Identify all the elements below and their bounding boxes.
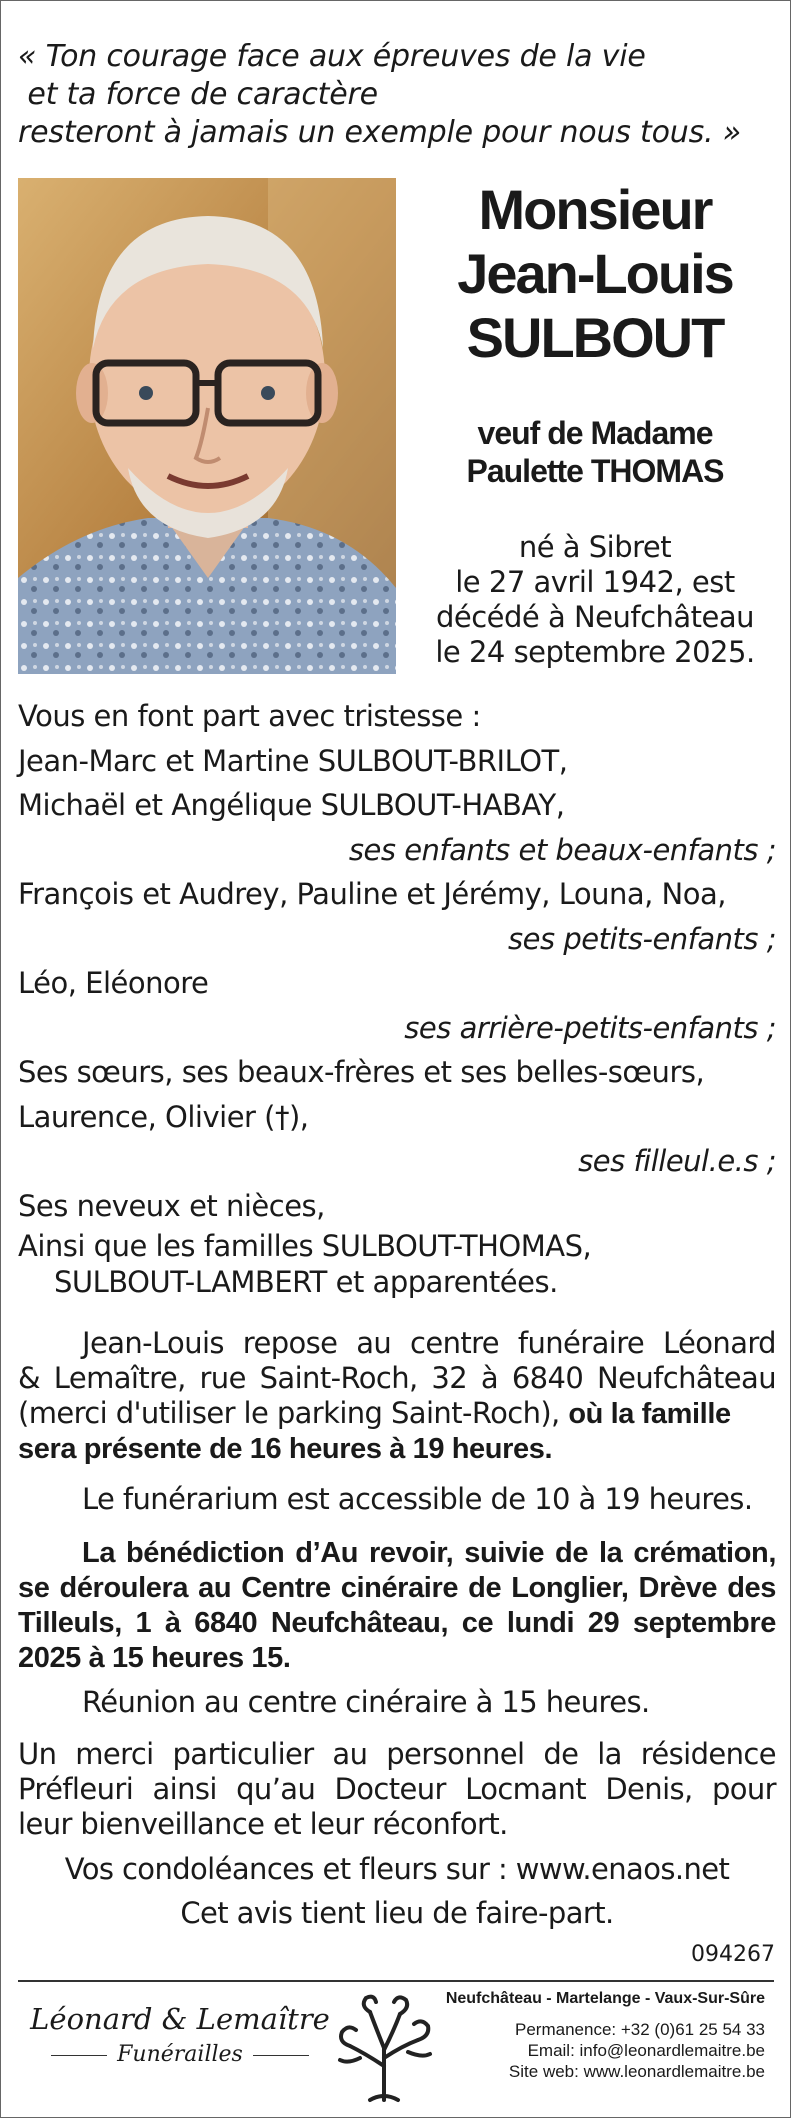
born-line: le 24 septembre 2025. (435, 635, 755, 669)
widower-line: Paulette THOMAS (466, 453, 724, 489)
condolences-text: Vos condoléances et fleurs sur : www.enaos.net (64, 1852, 730, 1886)
para-line (18, 1396, 776, 1432)
family-line: Léo, Eléonore (18, 966, 209, 1000)
logo-rule (253, 2055, 309, 2056)
family-intro: Vous en font part avec tristesse : (18, 699, 481, 733)
funerarium-hours (18, 1482, 776, 1517)
first-name: Jean-Louis (457, 242, 733, 305)
footer-divider (18, 1980, 774, 1982)
para-bold-line: se déroulera au Centre cinéraire de Longlier, Drève des (18, 1572, 776, 1604)
name-title: Monsieur (478, 178, 712, 241)
logo-rule (51, 2055, 107, 2056)
para-line: Réunion au centre cinéraire à 15 heures. (82, 1685, 650, 1719)
faire-part-text: Cet avis tient lieu de faire-part. (180, 1896, 614, 1930)
quote-line: et ta force de caractère (18, 77, 378, 112)
para-line: Un merci particulier au personnel de la résidence (18, 1737, 776, 1771)
quote-line: resteront à jamais un exemple pour nous tous. » (18, 115, 741, 150)
widower-line: veuf de Madame (477, 415, 713, 451)
faire-part-note (18, 1896, 776, 1931)
email-line: Email: info@leonardlemaitre.be (527, 2041, 765, 2060)
contact-info (405, 1988, 765, 2082)
locations: Neufchâteau - Martelange - Vaux-Sur-Sûre (445, 1990, 765, 2007)
last-name: SULBOUT (466, 306, 724, 369)
para-bold-line: 2025 à 15 heures 15. (18, 1642, 291, 1674)
thanks-paragraph (18, 1737, 776, 1842)
ceremony-paragraph (18, 1536, 776, 1676)
reunion-info (18, 1685, 776, 1720)
para-bold-line: La bénédiction d’Au revoir, suivie de la crémation, (82, 1537, 776, 1569)
para-line: Jean-Louis repose au centre funéraire Léonard (82, 1326, 776, 1360)
reference-number: 094267 (691, 1942, 775, 1967)
phone-line: Permanence: +32 (0)61 25 54 33 (515, 2020, 765, 2039)
family-list (18, 694, 776, 1300)
family-line: Laurence, Olivier (†), (18, 1099, 309, 1134)
logo-subtitle: Funérailles (117, 2042, 243, 2067)
para-line: & Lemaître, rue Saint-Roch, 32 à 6840 Neufchâteau (18, 1361, 776, 1395)
funeral-home-logo (30, 2002, 330, 2067)
born-line: décédé à Neufchâteau (435, 600, 755, 634)
family-line: François et Audrey, Pauline et Jérémy, Louna, Noa, (18, 877, 726, 911)
para-bold-line: Tilleuls, 1 à 6840 Neufchâteau, ce lundi 29 septembre (18, 1607, 776, 1639)
para-line: Le funérarium est accessible de 10 à 19 heures. (82, 1482, 753, 1516)
para-text: (merci d'utiliser le parking Saint-Roch), (18, 1396, 569, 1430)
epitaph-quote (18, 38, 778, 152)
logo-subtitle-row (30, 2042, 330, 2067)
family-line: Ainsi que les familles SULBOUT-THOMAS, (18, 1229, 592, 1263)
portrait-photo (18, 178, 396, 674)
visitation-paragraph (18, 1326, 776, 1467)
family-line: Ses sœurs, ses beaux-frères et ses belles-sœurs, (18, 1055, 705, 1089)
para-line: Préfleuri ainsi qu’au Docteur Locmant Denis, pour (18, 1772, 776, 1806)
born-line: le 27 avril 1942, est (455, 565, 735, 599)
para-bold: où la famille (568, 1398, 731, 1430)
family-relation: ses arrière-petits-enfants ; (404, 1010, 776, 1045)
portrait-illustration (18, 178, 396, 674)
family-line: Michaël et Angélique SULBOUT-HABAY, (18, 788, 565, 822)
para-line: leur bienveillance et leur réconfort. (18, 1807, 508, 1841)
family-line: SULBOUT-LAMBERT et apparentées. (54, 1265, 558, 1299)
website-line: Site web: www.leonardlemaitre.be (508, 2062, 765, 2081)
logo-name: Léonard & Lemaître (30, 2002, 330, 2036)
born-line: né à Sibret (518, 530, 672, 564)
quote-line: « Ton courage face aux épreuves de la vie (18, 39, 646, 74)
family-relation: ses enfants et beaux-enfants ; (348, 832, 776, 867)
deceased-name (400, 178, 790, 370)
family-line: Jean-Marc et Martine SULBOUT-BRILOT, (18, 743, 568, 778)
para-bold-line: sera présente de 16 heures à 19 heures. (18, 1433, 553, 1465)
condolences-line (18, 1852, 776, 1887)
family-relation: ses filleul.e.s ; (578, 1144, 776, 1178)
birth-death-info (400, 530, 790, 670)
widower-of (400, 414, 790, 490)
family-line: Ses neveux et nièces, (18, 1188, 325, 1223)
family-relation: ses petits-enfants ; (508, 921, 776, 956)
